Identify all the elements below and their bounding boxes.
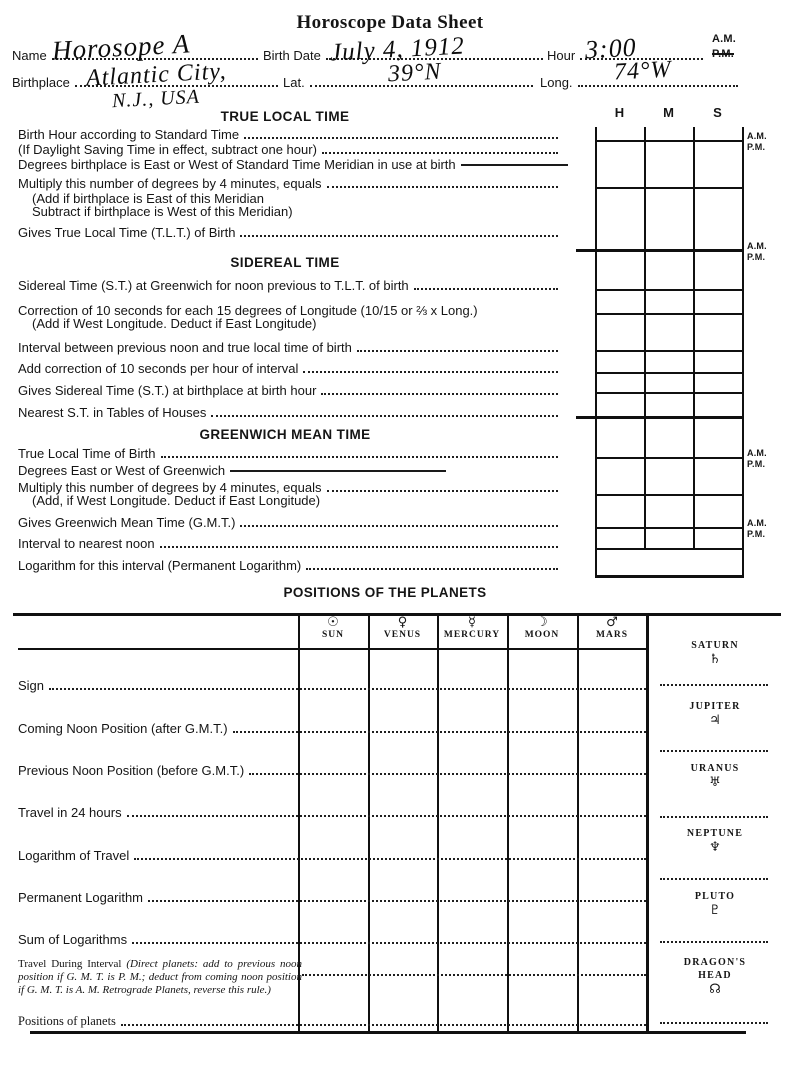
- time-grid-hline: [595, 575, 744, 578]
- planet-column-venus: [368, 616, 437, 641]
- section-heading-greenwich-mean-time: GREENWICH MEAN TIME: [199, 427, 371, 442]
- form-line-text: Multiply this number of degrees by 4 minutes, equals: [18, 480, 322, 495]
- form-line-text: Degrees birthplace is East or West of Standard Time Meridian in use at birth: [18, 157, 456, 172]
- lat-value-handwriting: 39°N: [387, 58, 443, 88]
- planet-column-sun: [298, 616, 368, 641]
- side-planet-label: NEPTUNE: [686, 828, 744, 839]
- form-line-text: Gives True Local Time (T.L.T.) of Birth: [18, 225, 236, 240]
- side-planet-label: PLUTO: [694, 891, 736, 902]
- form-line-text: Degrees East or West of Greenwich: [18, 463, 226, 478]
- time-grid-hline: [595, 187, 744, 189]
- uranus-icon: ♅: [709, 775, 721, 790]
- side-planet-neptune: [652, 827, 778, 855]
- planets-row-label: Travel During Interval: [18, 958, 122, 970]
- time-grid-vline: [595, 127, 597, 577]
- ampm-label: A.M.: [747, 241, 767, 251]
- form-line-text: Multiply this number of degrees by 4 minutes, equals: [18, 176, 322, 191]
- planets-heading: POSITIONS OF THE PLANETS: [283, 585, 487, 600]
- planets-row-label: Permanent Logarithm: [18, 890, 144, 905]
- form-line-text: Interval to nearest noon: [18, 536, 155, 551]
- ampm-label: P.M.: [747, 459, 766, 469]
- form-line-text: Gives Greenwich Mean Time (G.M.T.): [18, 515, 236, 530]
- dotted-leader: [132, 942, 646, 944]
- form-line-text: True Local Time of Birth: [18, 446, 156, 461]
- form-line: [18, 383, 560, 398]
- dotted-leader: [161, 456, 558, 458]
- mercury-icon: ☿: [468, 615, 476, 630]
- time-grid-tick: [576, 416, 595, 419]
- birth-date-value-handwriting: July 4, 1912: [329, 32, 466, 67]
- time-grid-hline: [595, 289, 744, 291]
- dotted-leader: [303, 371, 558, 373]
- planets-row-travel-during-interval: [18, 958, 302, 997]
- dotted-leader: [327, 490, 559, 492]
- dotted-leader: [134, 858, 646, 860]
- mars-icon: ♂: [606, 615, 618, 630]
- form-line-text: (Add, if West Longitude. Deduct if East Longitude): [32, 493, 321, 508]
- form-line-text: (Add if West Longitude. Deduct if East Longitude): [32, 316, 317, 331]
- planets-row-positions: [18, 1014, 648, 1029]
- form-line-text: Add correction of 10 seconds per hour of interval: [18, 361, 299, 376]
- form-line: [32, 316, 316, 331]
- form-line-text: Nearest S.T. in Tables of Houses: [18, 405, 207, 420]
- side-planet-label: SATURN: [691, 640, 739, 651]
- dotted-leader: [578, 85, 738, 87]
- dotted-leader: [357, 350, 558, 352]
- dotted-leader: [244, 137, 558, 139]
- side-planet-label: URANUS: [690, 763, 740, 774]
- planet-column-label: MOON: [524, 630, 560, 640]
- dotted-leader: [240, 235, 558, 237]
- ampm-label: A.M.: [747, 448, 767, 458]
- birth-date-label: Birth Date: [263, 48, 321, 63]
- planet-column-moon: [507, 616, 577, 641]
- time-grid-hline: [595, 494, 744, 496]
- planets-row-previous-noon: [18, 763, 648, 778]
- side-planet-jupiter: [652, 700, 778, 728]
- form-line: [18, 157, 570, 172]
- ampm-label: A.M.: [747, 518, 767, 528]
- pluto-icon: ♇: [709, 903, 721, 918]
- time-grid-hline: [595, 313, 744, 315]
- form-line: [18, 340, 560, 355]
- planets-row-label: Positions of planets: [18, 1014, 116, 1028]
- dotted-leader: [302, 962, 646, 976]
- grid-col-s-label: S: [713, 105, 722, 120]
- dotted-leader: [49, 688, 646, 690]
- dotted-leader: [327, 186, 559, 188]
- dotted-leader: [660, 674, 768, 686]
- form-line: [18, 225, 560, 240]
- planet-column-label: MERCURY: [443, 630, 501, 640]
- time-grid-hline: [595, 548, 744, 550]
- dotted-leader: [148, 900, 646, 902]
- planets-row-sign: [18, 678, 648, 693]
- form-line-text: Gives Sidereal Time (S.T.) at birthplace at birth hour: [18, 383, 317, 398]
- form-line: [18, 558, 560, 573]
- jupiter-icon: ♃: [709, 713, 721, 728]
- time-grid-vline: [644, 127, 646, 549]
- planets-row-label: Sum of Logarithms: [18, 932, 128, 947]
- form-line: [18, 536, 560, 551]
- planets-row-log-travel: [18, 848, 648, 863]
- ampm-label: P.M.: [747, 529, 766, 539]
- page-title: Horoscope Data Sheet: [296, 12, 484, 33]
- dotted-leader: [160, 546, 558, 548]
- form-line: [18, 127, 560, 142]
- time-grid-hline: [595, 527, 744, 529]
- dotted-leader: [660, 931, 768, 943]
- hour-label: Hour: [547, 48, 576, 63]
- form-line: [18, 515, 560, 530]
- time-grid-hline: [595, 372, 744, 374]
- time-grid-hline: [595, 457, 744, 459]
- dotted-leader: [660, 806, 768, 818]
- ampm-label: P.M.: [747, 142, 766, 152]
- planets-row-travel-24h: [18, 805, 648, 820]
- dotted-leader: [121, 1024, 646, 1026]
- dragons-head-icon: ☊: [709, 982, 721, 997]
- lat-label: Lat.: [283, 75, 305, 90]
- hour-pm-label-struck: P.M.: [712, 48, 734, 60]
- form-line-text: Logarithm for this interval (Permanent Logarithm): [18, 558, 302, 573]
- planets-row-label: Logarithm of Travel: [18, 848, 130, 863]
- planet-column-label: MARS: [596, 630, 628, 640]
- dotted-leader: [660, 868, 768, 880]
- name-label: Name: [12, 48, 47, 63]
- planets-row-sum-logs: [18, 932, 648, 947]
- form-line: [18, 446, 560, 461]
- dotted-leader: [127, 815, 646, 817]
- travel-interval-note: (Direct planets: add to previous noon position if G. M. T. is P. M.; deduct from coming noon position if G. M. T. is A. M. Retrograde Planets, reverse this rule.): [18, 958, 303, 996]
- form-line-text: Birth Hour according to Standard Time: [18, 127, 240, 142]
- line-leader: [230, 470, 446, 472]
- form-line-text: (If Daylight Saving Time in effect, subtract one hour): [18, 142, 317, 157]
- planets-row-label: Travel in 24 hours: [18, 805, 122, 820]
- planets-row-label: Previous Noon Position (before G.M.T.): [18, 763, 245, 778]
- dotted-leader: [240, 525, 558, 527]
- birthplace-label: Birthplace: [12, 75, 70, 90]
- time-grid-vline: [742, 127, 744, 577]
- form-line: [32, 493, 320, 508]
- time-grid-hline: [595, 350, 744, 352]
- dotted-leader: [322, 152, 558, 154]
- dotted-leader: [233, 731, 646, 733]
- form-line: [18, 361, 560, 376]
- planet-column-mercury: [437, 616, 507, 641]
- neptune-icon: ♆: [709, 840, 721, 855]
- planets-row-label: Sign: [18, 678, 45, 693]
- side-planet-pluto: [652, 890, 778, 918]
- dotted-leader: [211, 415, 558, 417]
- sun-icon: ☉: [327, 615, 339, 630]
- dotted-leader: [249, 773, 646, 775]
- side-planet-label: DRAGON'S HEAD: [683, 957, 747, 981]
- planets-row-coming-noon: [18, 721, 648, 736]
- long-value-handwriting: 74°W: [613, 56, 673, 86]
- planet-column-mars: [577, 616, 647, 641]
- form-line-text: Subtract if birthplace is West of this Meridian): [32, 204, 293, 219]
- hour-value-handwriting: 3:00: [584, 32, 638, 65]
- grid-col-m-label: M: [663, 105, 674, 120]
- grid-col-h-label: H: [614, 105, 625, 120]
- planets-row-label: Coming Noon Position (after G.M.T.): [18, 721, 228, 736]
- ampm-label: A.M.: [747, 131, 767, 141]
- side-planet-dragons-head: [670, 956, 760, 997]
- name-value-handwriting: Horosope A: [51, 28, 191, 66]
- dotted-leader: [306, 568, 558, 570]
- planets-table-bottom-border: [30, 1031, 746, 1034]
- birthplace-value2-handwriting: N.J., USA: [111, 85, 201, 113]
- venus-icon: ♀: [397, 615, 408, 630]
- time-grid-vline: [693, 127, 695, 549]
- form-line-text: Interval between previous noon and true local time of birth: [18, 340, 352, 355]
- long-label: Long.: [540, 75, 573, 90]
- time-grid-tick: [576, 249, 595, 252]
- side-planet-label: JUPITER: [689, 701, 741, 712]
- dotted-leader: [660, 1012, 768, 1024]
- planets-row-permanent-log: [18, 890, 648, 905]
- dotted-leader: [660, 740, 768, 752]
- hour-am-label: A.M.: [712, 33, 737, 45]
- form-line-text: (Add if birthplace is East of this Meridian: [32, 191, 264, 206]
- dash-leader: [461, 164, 568, 166]
- form-line: [32, 204, 293, 219]
- saturn-icon: ♄: [709, 652, 721, 667]
- side-planet-uranus: [652, 762, 778, 790]
- time-grid-hline: [595, 416, 744, 419]
- section-heading-true-local-time: TRUE LOCAL TIME: [220, 109, 350, 124]
- form-line-text: Correction of 10 seconds for each 15 degrees of Longitude (10/15 or ⅔ x Long.): [18, 303, 478, 318]
- planets-header-underline: [18, 648, 649, 650]
- time-grid-hline: [595, 140, 744, 142]
- form-line-text: Sidereal Time (S.T.) at Greenwich for noon previous to T.L.T. of birth: [18, 278, 409, 293]
- time-grid-hline: [595, 249, 744, 252]
- side-planet-saturn: [652, 639, 778, 667]
- section-heading-sidereal-time: SIDEREAL TIME: [230, 255, 340, 270]
- moon-icon: ☽: [536, 615, 548, 630]
- planet-column-label: SUN: [321, 630, 344, 640]
- time-grid-hline: [595, 392, 744, 394]
- form-line: [18, 463, 448, 478]
- dotted-leader: [321, 393, 558, 395]
- dotted-leader: [414, 288, 558, 290]
- form-line: [18, 405, 560, 420]
- birthplace-value-handwriting: Atlantic City,: [85, 58, 228, 92]
- form-line: [18, 142, 560, 157]
- planets-table-vline: [646, 613, 649, 1033]
- ampm-label: P.M.: [747, 252, 766, 262]
- form-line: [18, 278, 560, 293]
- planet-column-label: VENUS: [383, 630, 422, 640]
- form-line: [18, 176, 560, 191]
